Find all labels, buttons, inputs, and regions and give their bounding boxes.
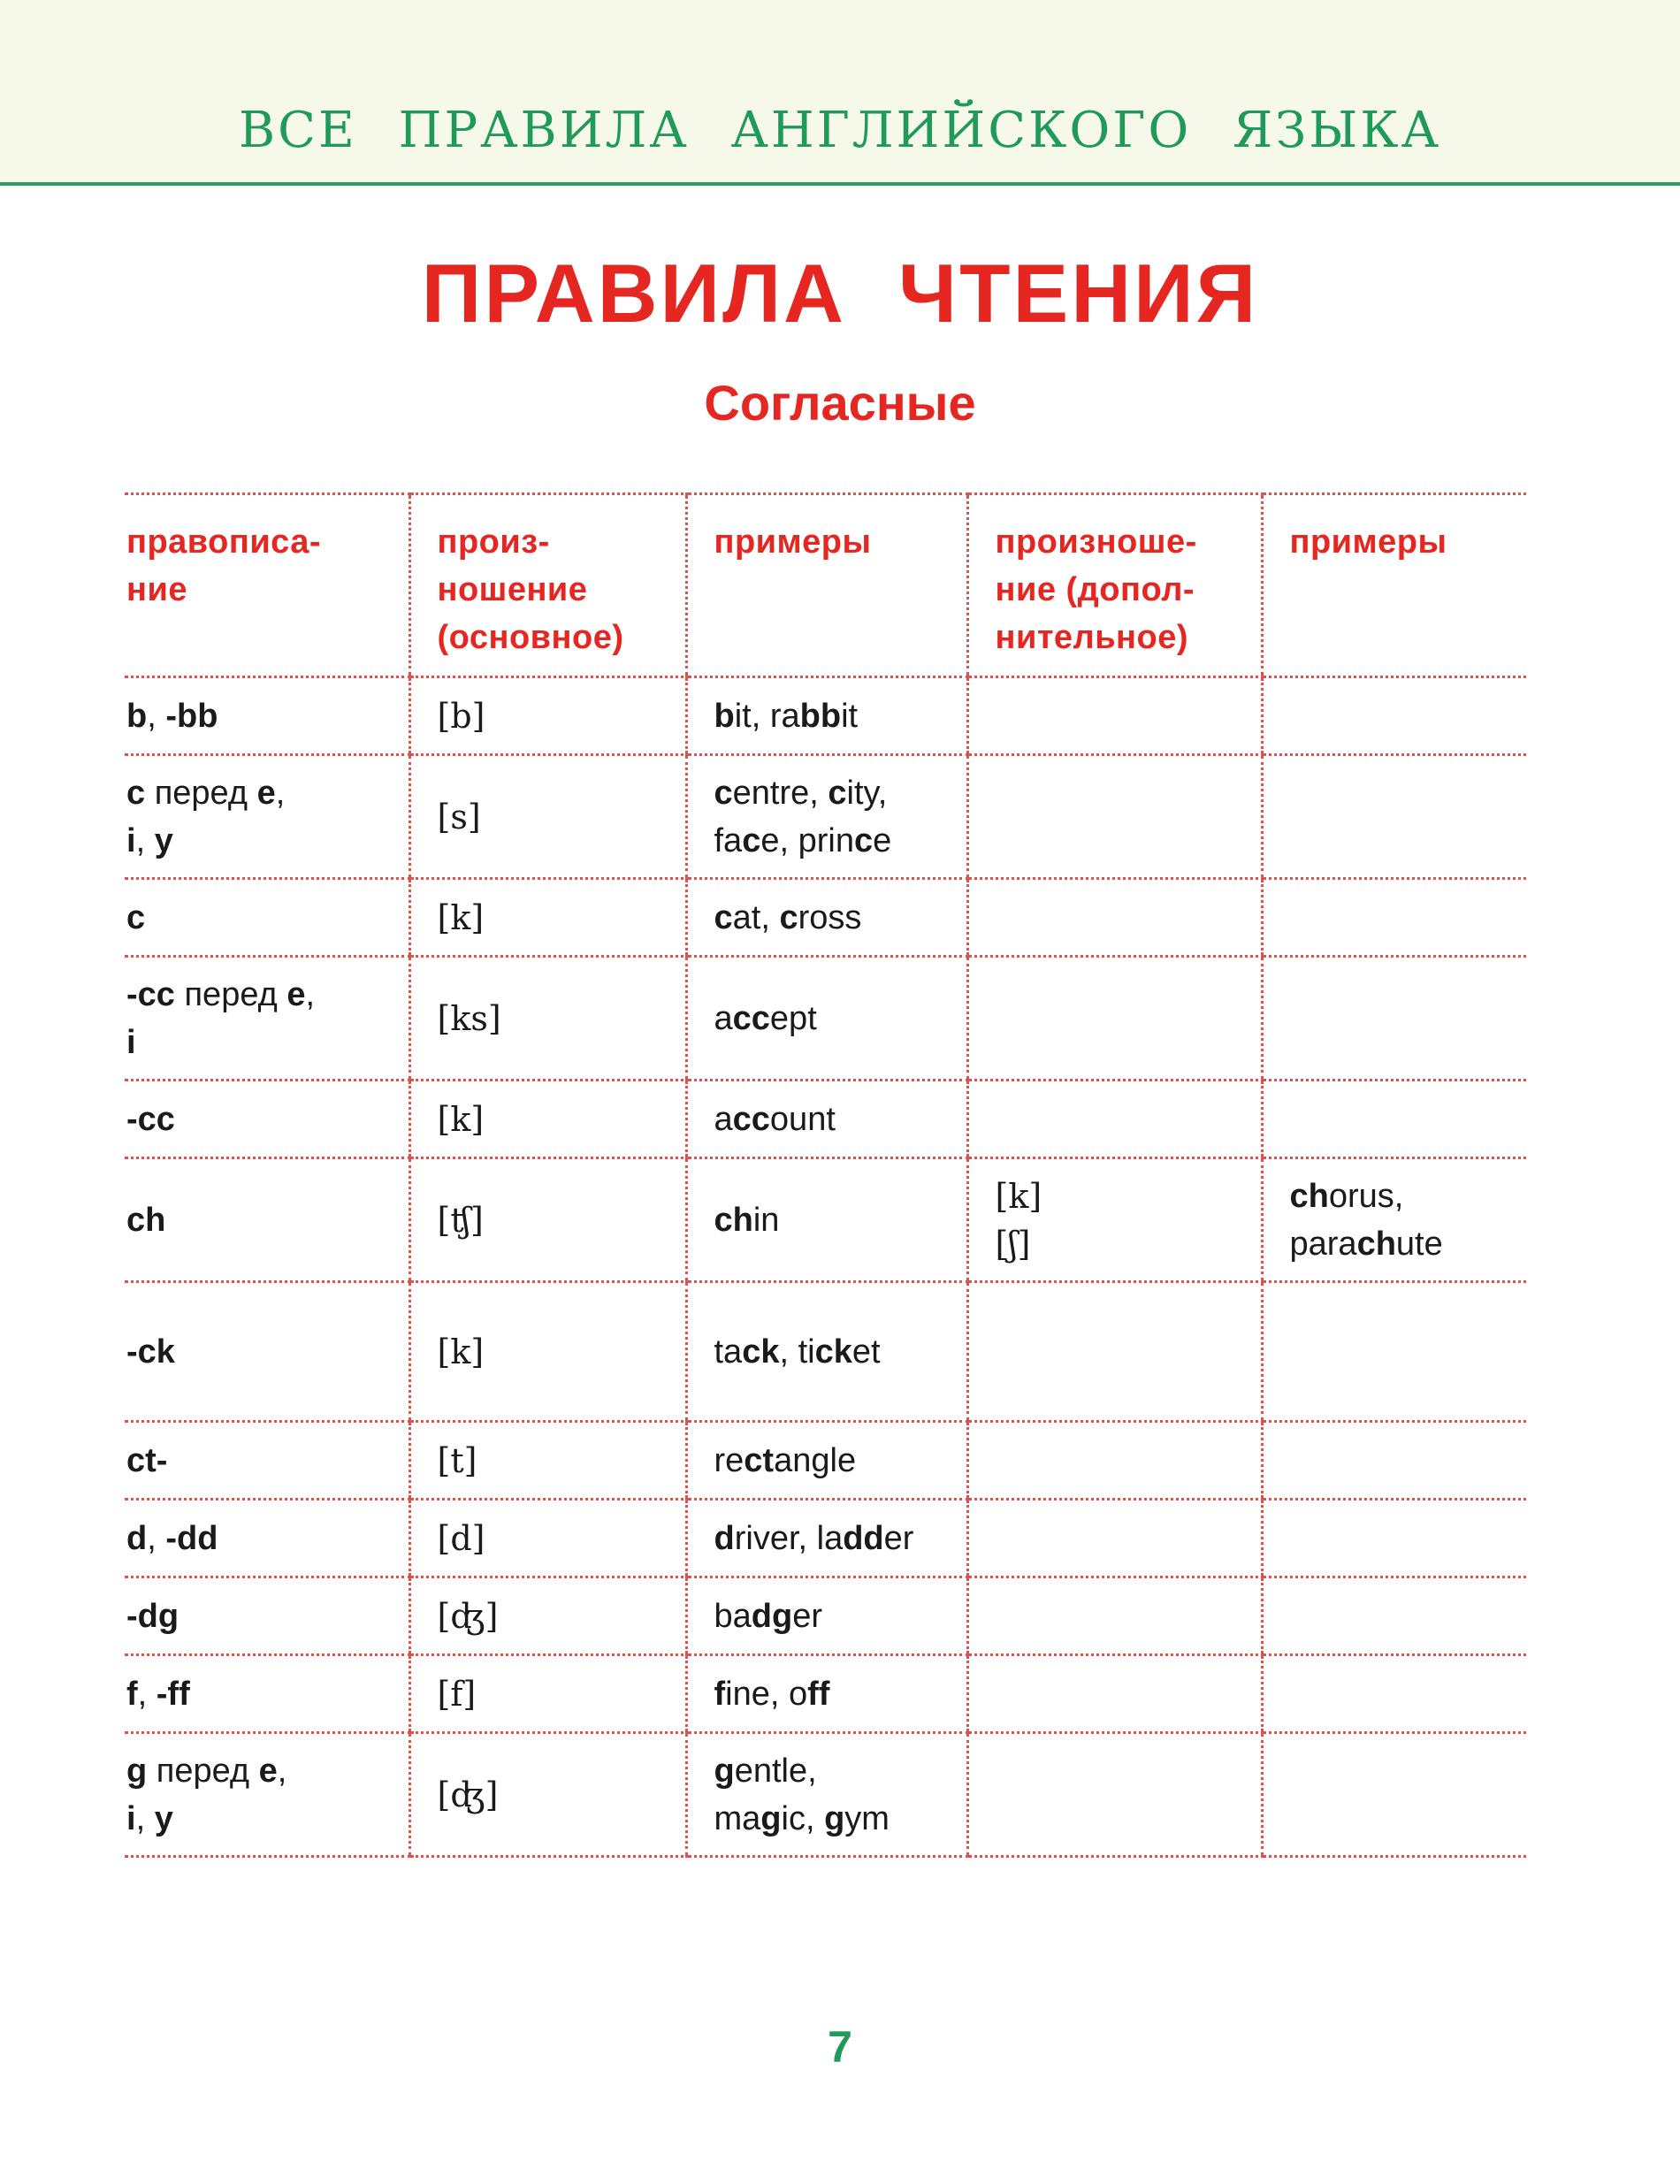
examples-cell: badger xyxy=(686,1577,967,1655)
pronunciation-extra-cell xyxy=(967,879,1262,957)
examples-extra-cell xyxy=(1262,755,1526,879)
examples-cell: driver, ladder xyxy=(686,1500,967,1577)
examples-extra-cell: chorus, parachute xyxy=(1262,1158,1526,1282)
table-row xyxy=(125,957,1526,1081)
spelling-cell: b, -bb xyxy=(125,677,409,755)
examples-extra-cell xyxy=(1262,1500,1526,1577)
spelling-cell: ct- xyxy=(125,1422,409,1500)
pronunciation-extra-cell xyxy=(967,1577,1262,1655)
examples-cell: rectangle xyxy=(686,1422,967,1500)
table-row xyxy=(125,1655,1526,1733)
column-header-pronunciation-extra: произноше- ние (допол- нительное) xyxy=(967,494,1262,677)
table-row xyxy=(125,1422,1526,1500)
table-row xyxy=(125,677,1526,755)
pronunciation-main-cell: [k] xyxy=(409,1282,686,1422)
pronunciation-extra-cell: [k] [ʃ] xyxy=(967,1158,1262,1282)
spelling-cell: -cc xyxy=(125,1081,409,1158)
examples-extra-cell xyxy=(1262,1733,1526,1857)
pronunciation-extra-cell xyxy=(967,1422,1262,1500)
pronunciation-main-cell: [ʧ] xyxy=(409,1158,686,1282)
pronunciation-extra-cell xyxy=(967,677,1262,755)
pronunciation-extra-cell xyxy=(967,755,1262,879)
column-header-examples-extra: примеры xyxy=(1262,494,1526,677)
examples-extra-cell xyxy=(1262,677,1526,755)
examples-cell: tack, ticket xyxy=(686,1282,967,1422)
pronunciation-main-cell: [d] xyxy=(409,1500,686,1577)
table-row xyxy=(125,1282,1526,1422)
examples-cell: account xyxy=(686,1081,967,1158)
pronunciation-extra-cell xyxy=(967,1282,1262,1422)
spelling-cell: c xyxy=(125,879,409,957)
spelling-cell: c перед e, i, y xyxy=(125,755,409,879)
pronunciation-main-cell: [t] xyxy=(409,1422,686,1500)
table-header-row xyxy=(125,494,1526,677)
examples-extra-cell xyxy=(1262,1655,1526,1733)
table-row xyxy=(125,1733,1526,1857)
pronunciation-main-cell: [f] xyxy=(409,1655,686,1733)
examples-cell: fine, off xyxy=(686,1655,967,1733)
examples-cell: chin xyxy=(686,1158,967,1282)
examples-extra-cell xyxy=(1262,1282,1526,1422)
pronunciation-extra-cell xyxy=(967,1081,1262,1158)
pronunciation-main-cell: [ks] xyxy=(409,957,686,1081)
examples-cell: bit, rabbit xyxy=(686,677,967,755)
spelling-cell: -cc перед e, i xyxy=(125,957,409,1081)
pronunciation-extra-cell xyxy=(967,1500,1262,1577)
column-header-pronunciation-main: произ- ношение (основное) xyxy=(409,494,686,677)
table-row xyxy=(125,755,1526,879)
page-title: ПРАВИЛА ЧТЕНИЯ xyxy=(421,247,1259,340)
pronunciation-main-cell: [b] xyxy=(409,677,686,755)
spelling-cell: f, -ff xyxy=(125,1655,409,1733)
reading-rules-table xyxy=(125,493,1526,1858)
pronunciation-main-cell: [s] xyxy=(409,755,686,879)
table-row xyxy=(125,1577,1526,1655)
table-row xyxy=(125,1081,1526,1158)
examples-extra-cell xyxy=(1262,1422,1526,1500)
running-header-title: ВСЕ ПРАВИЛА АНГЛИЙСКОГО ЯЗЫКА xyxy=(238,102,1442,159)
pronunciation-main-cell: [ʤ] xyxy=(409,1577,686,1655)
column-header-spelling: правописа- ние xyxy=(125,494,409,677)
section-subtitle: Согласные xyxy=(704,375,976,431)
pronunciation-extra-cell xyxy=(967,1655,1262,1733)
examples-extra-cell xyxy=(1262,957,1526,1081)
page-number: 7 xyxy=(828,2022,852,2072)
examples-cell: centre, city, face, prince xyxy=(686,755,967,879)
examples-cell: accept xyxy=(686,957,967,1081)
pronunciation-main-cell: [k] xyxy=(409,1081,686,1158)
running-header-banner xyxy=(0,0,1680,186)
table-row xyxy=(125,1158,1526,1282)
spelling-cell: g перед e, i, y xyxy=(125,1733,409,1857)
pronunciation-main-cell: [k] xyxy=(409,879,686,957)
pronunciation-main-cell: [ʤ] xyxy=(409,1733,686,1857)
spelling-cell: -dg xyxy=(125,1577,409,1655)
spelling-cell: ch xyxy=(125,1158,409,1282)
column-header-examples: примеры xyxy=(686,494,967,677)
reading-rules-table-container xyxy=(125,493,1526,1858)
examples-cell: cat, cross xyxy=(686,879,967,957)
pronunciation-extra-cell xyxy=(967,957,1262,1081)
table-row xyxy=(125,879,1526,957)
spelling-cell: -ck xyxy=(125,1282,409,1422)
examples-extra-cell xyxy=(1262,879,1526,957)
table-row xyxy=(125,1500,1526,1577)
pronunciation-extra-cell xyxy=(967,1733,1262,1857)
examples-extra-cell xyxy=(1262,1081,1526,1158)
examples-extra-cell xyxy=(1262,1577,1526,1655)
examples-cell: gentle, magic, gym xyxy=(686,1733,967,1857)
spelling-cell: d, -dd xyxy=(125,1500,409,1577)
